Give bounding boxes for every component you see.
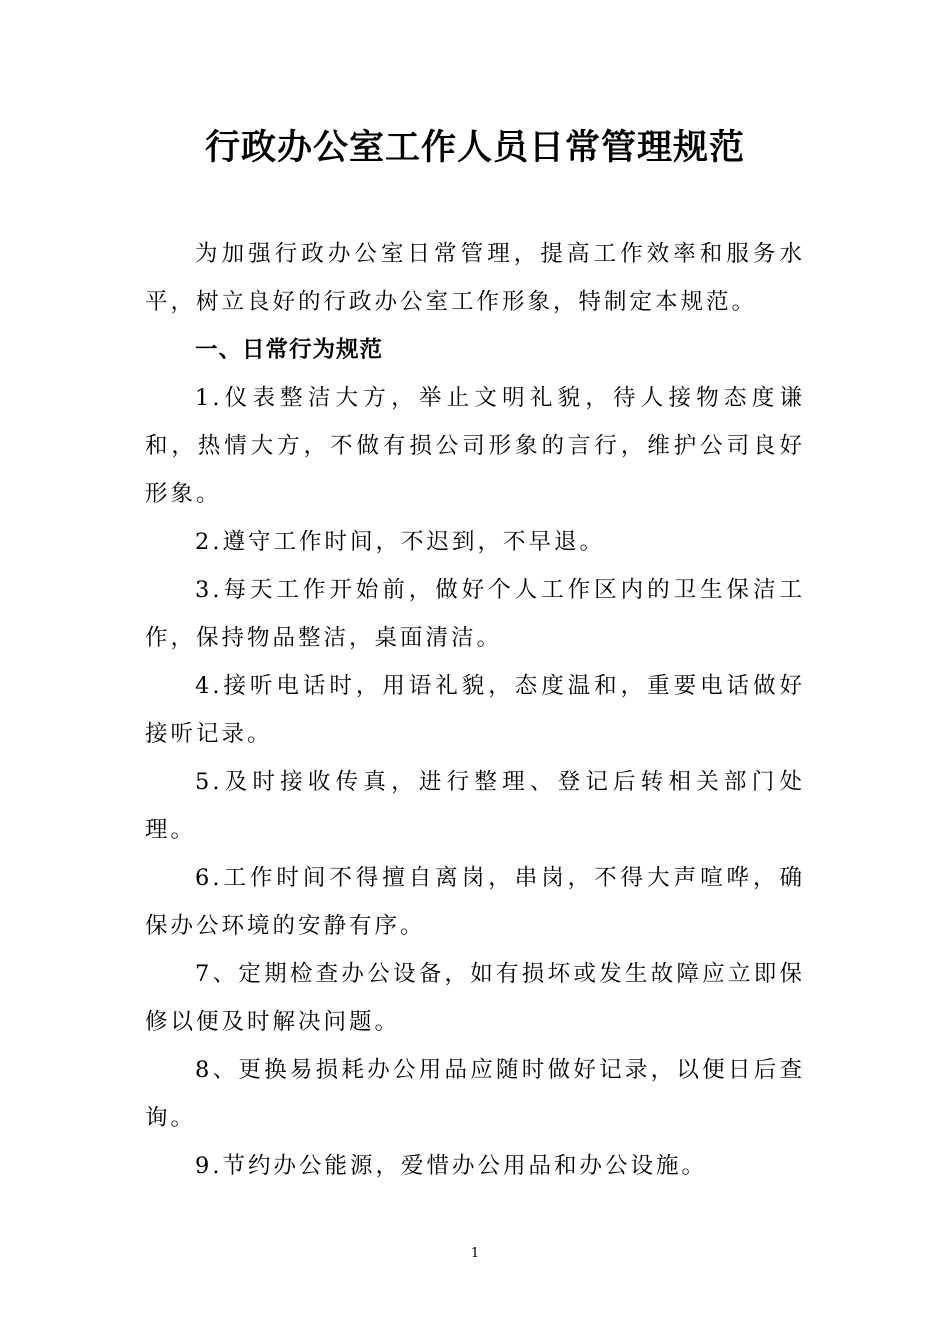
- document-body: [145, 230, 805, 1190]
- list-item: 5.及时接收传真，进行整理、登记后转相关部门处理。: [145, 769, 805, 843]
- document-title: 行政办公室工作人员日常管理规范: [204, 127, 745, 168]
- list-item: 8、更换易损耗办公用品应随时做好记录，以便日后查询。: [145, 1057, 805, 1131]
- list-item: 7、定期检查办公设备，如有损坏或发生故障应立即保修以便及时解决问题。: [145, 961, 805, 1035]
- list-item: 9.节约办公能源，爱惜办公用品和办公设施。: [195, 1153, 707, 1179]
- list-item: 3.每天工作开始前，做好个人工作区内的卫生保洁工作，保持物品整洁，桌面清洁。: [145, 577, 805, 651]
- list-item: 4.接听电话时，用语礼貌，态度温和，重要电话做好接听记录。: [145, 673, 805, 747]
- list-item: 2.遵守工作时间，不迟到，不早退。: [195, 529, 605, 555]
- page-number: 1: [470, 1246, 480, 1261]
- list-item: 6.工作时间不得擅自离岗，串岗，不得大声喧哗，确保办公环境的安静有序。: [145, 865, 805, 939]
- section-heading: 一、日常行为规范: [195, 337, 384, 363]
- list-item: 1.仪表整洁大方，举止文明礼貌，待人接物态度谦和，热情大方，不做有损公司形象的言行，维护公司良好形象。: [145, 385, 805, 507]
- intro-paragraph: 为加强行政办公室日常管理，提高工作效率和服务水平，树立良好的行政办公室工作形象，特制定本规范。: [145, 241, 805, 315]
